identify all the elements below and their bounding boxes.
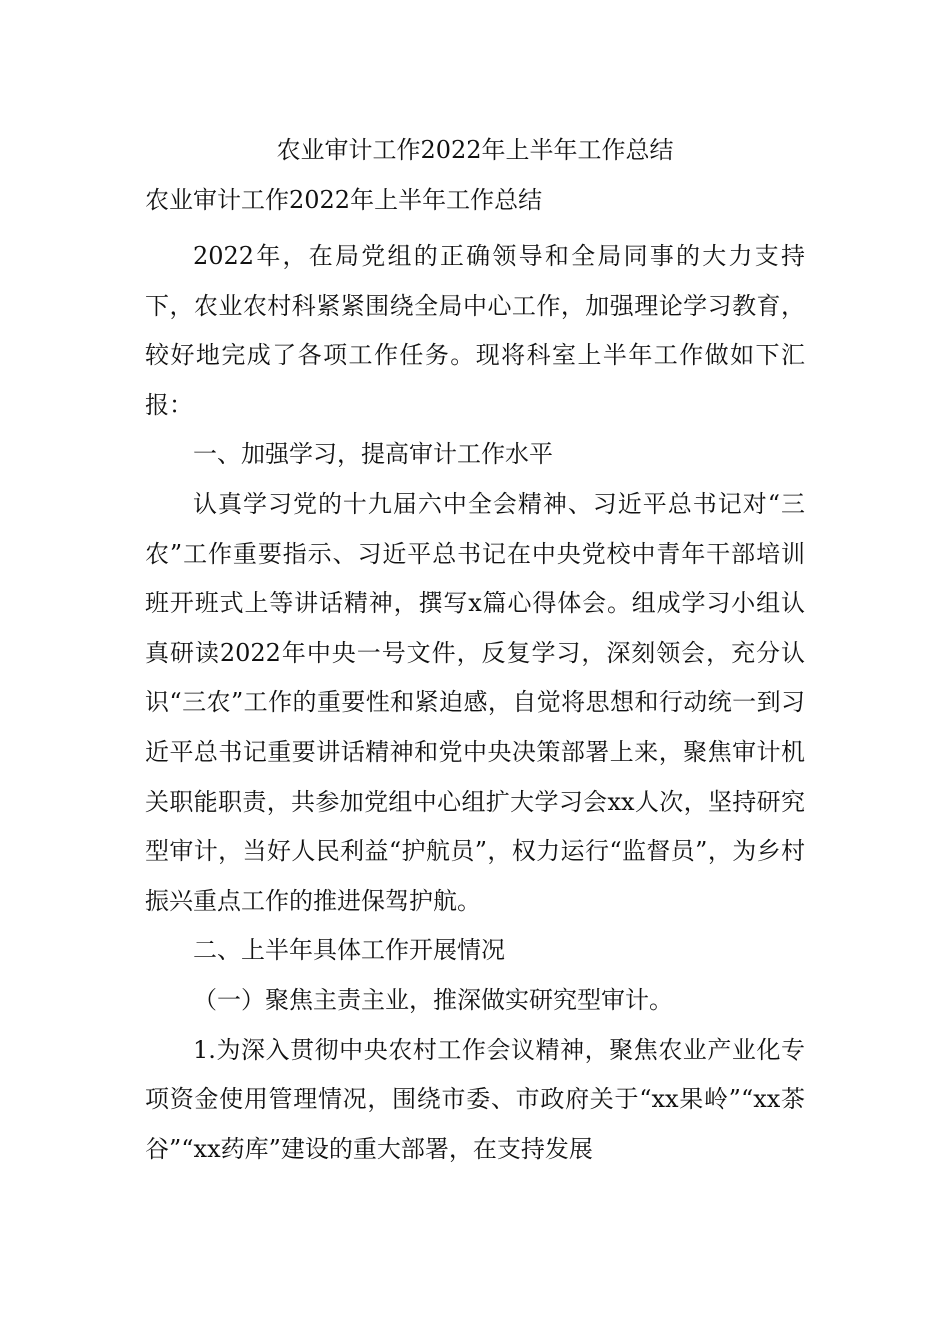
paragraph-intro: 2022年，在局党组的正确领导和全局同事的大力支持下，农业农村科紧紧围绕全局中心工作，加强理论学习教育，较好地完成了各项工作任务。现将科室上半年工作做如下汇报：: [145, 242, 805, 419]
document-subtitle: 农业审计工作2022年上半年工作总结: [145, 186, 543, 214]
paragraph-study: 认真学习党的十九届六中全会精神、习近平总书记对“三农”工作重要指示、习近平总书记在中央党校中青年干部培训班开班式上等讲话精神，撰写x篇心得体会。组成学习小组认真研读2022年中央一号文件，反复学习，深刻领会，充分认识“三农”工作的重要性和紧迫感，自觉将思想和行动统一到习近平总书记重要讲话精神和党中央决策部署上来，聚焦审计机关职能职责，共参加党组中心组扩大学习会xx人次，坚持研究型审计，当好人民利益“护航员”，权力运行“监督员”，为乡村振兴重点工作的推进保驾护航。: [145, 489, 805, 915]
paragraph-item-1: 1.为深入贯彻中央农村工作会议精神，聚焦农业产业化专项资金使用管理情况，围绕市委、市政府关于“xx果岭”“xx茶谷”“xx药库”建设的重大部署，在支持发展: [145, 1035, 805, 1163]
document-body: [145, 232, 805, 1174]
subsection-heading-1: （一）聚焦主责主业，推深做实研究型审计。: [193, 985, 673, 1014]
section-heading-1: 一、加强学习，提高审计工作水平: [193, 440, 553, 469]
section-heading-2: 二、上半年具体工作开展情况: [193, 936, 505, 965]
document-title: 农业审计工作2022年上半年工作总结: [276, 136, 674, 164]
